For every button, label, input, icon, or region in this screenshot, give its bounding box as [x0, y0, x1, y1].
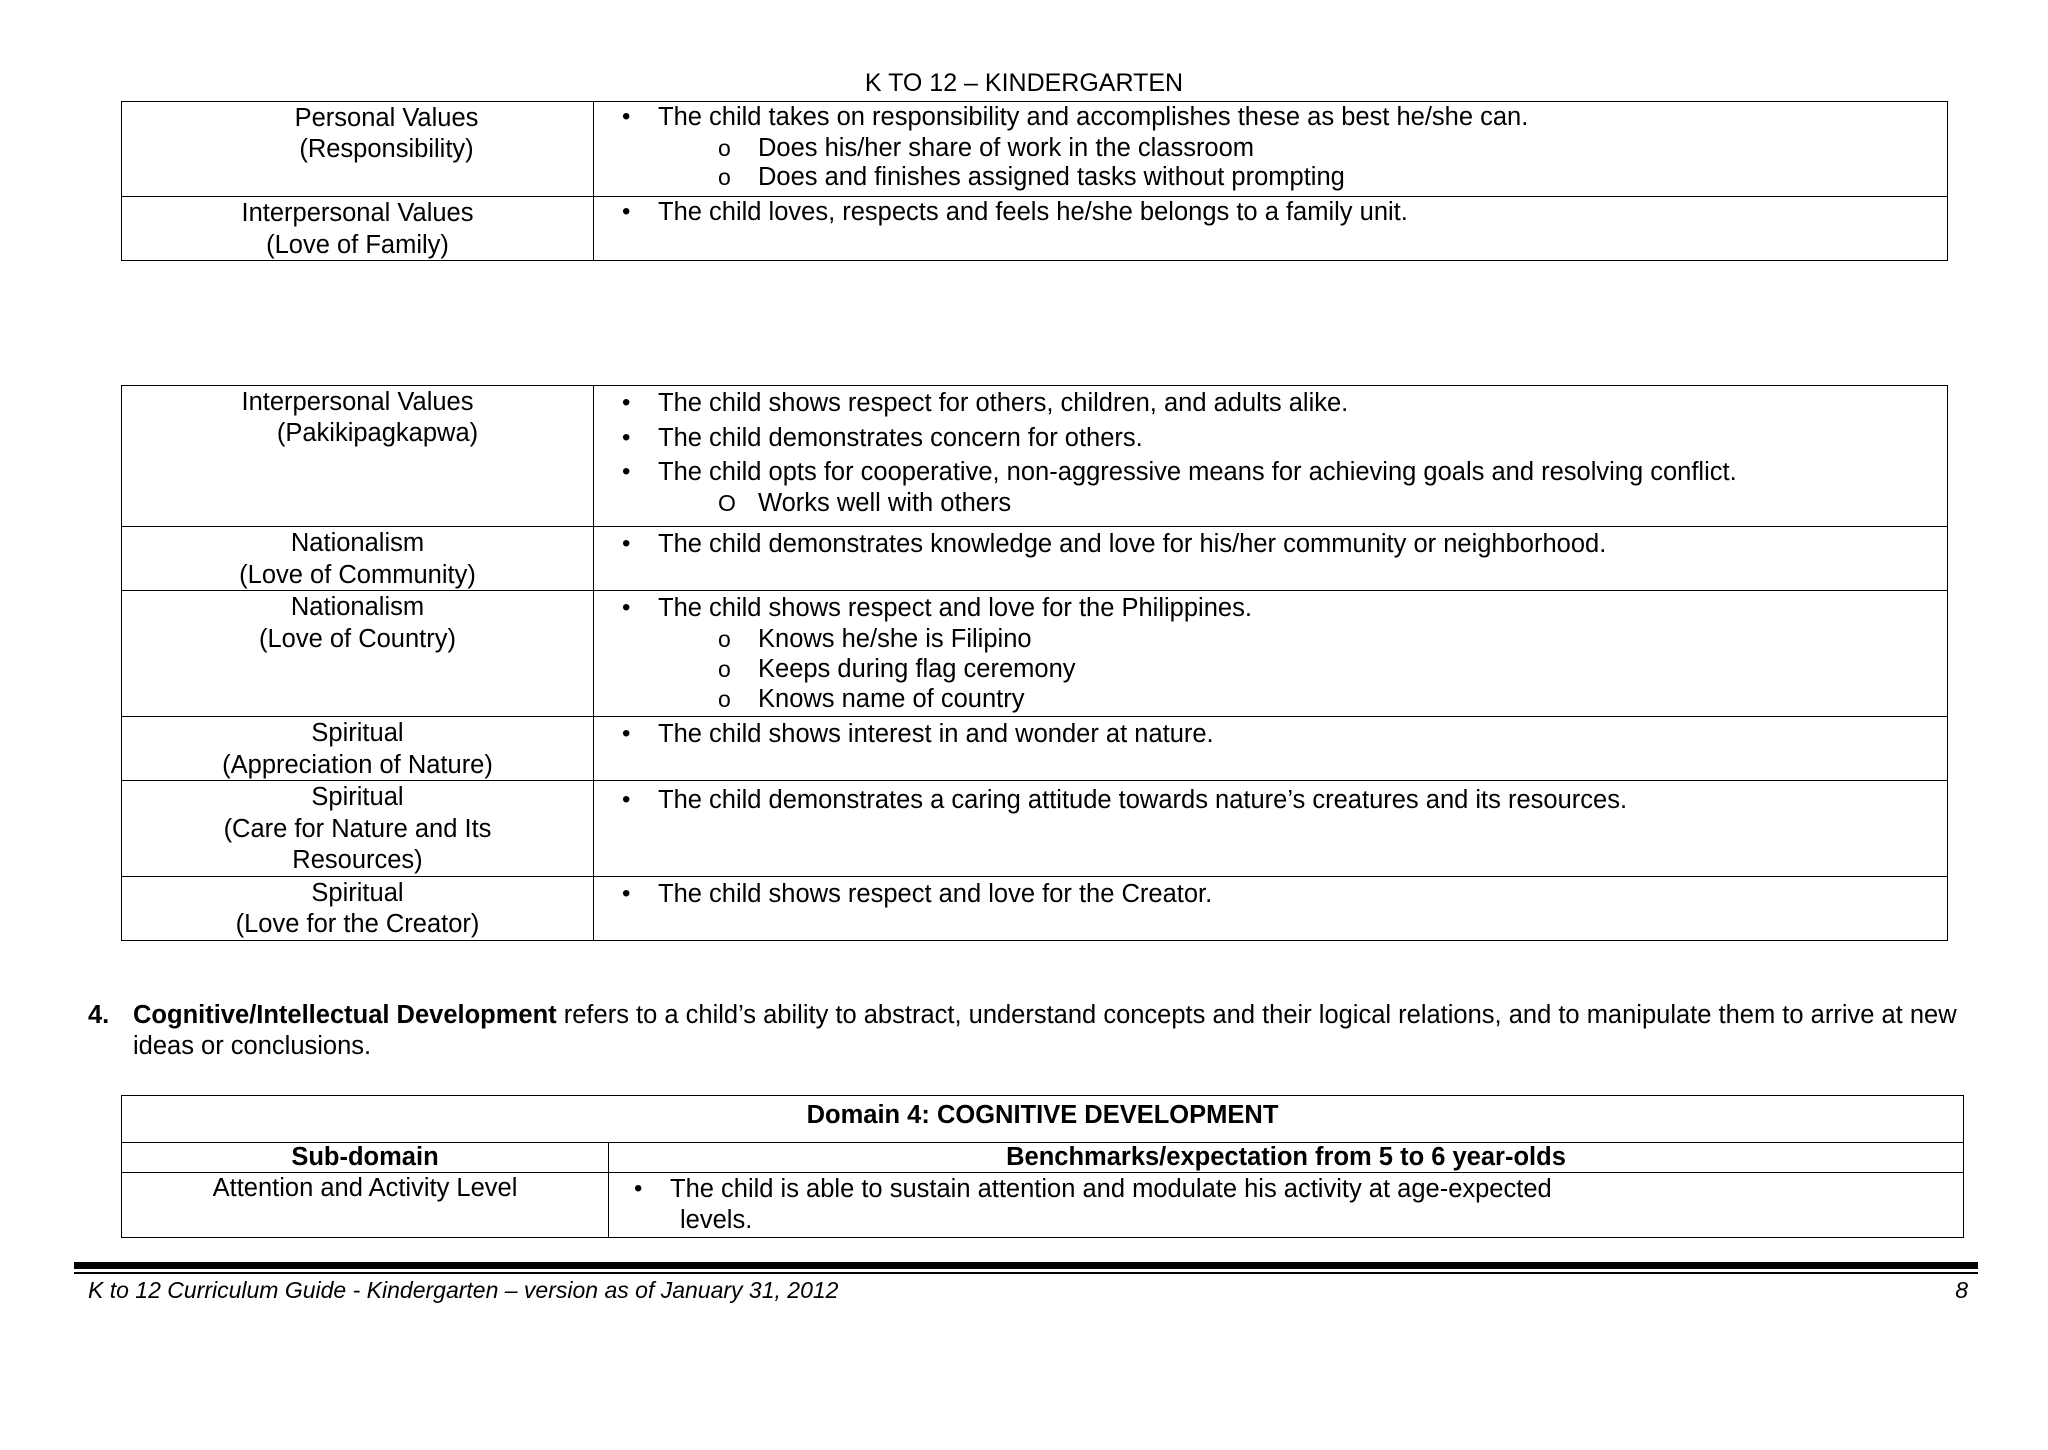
- label-line: Interpersonal Values: [241, 199, 474, 227]
- list-item: • The child demonstrates knowledge and love for his/her community or neighborhood.: [622, 529, 1947, 560]
- label-line: (Responsibility): [299, 134, 474, 163]
- label-line: Spiritual: [311, 783, 404, 811]
- cognitive-development-table: [121, 1095, 1964, 1238]
- subdomain-label: [122, 781, 594, 877]
- label-line: (Love of Country): [258, 624, 456, 653]
- benchmark-cell: [594, 717, 1948, 781]
- list-item: • The child loves, respects and feels he/she belongs to a family unit.: [622, 197, 1947, 228]
- footer-document-title: K to 12 Curriculum Guide - Kindergarten – version as of January 31, 2012: [88, 1277, 839, 1303]
- subdomain-label: [122, 386, 594, 527]
- table-row: [122, 527, 1948, 591]
- bullet-text-continued: levels.: [680, 1205, 753, 1234]
- table-row: [122, 197, 1948, 261]
- list-item: • The child shows respect for others, children, and adults alike.: [622, 388, 1947, 419]
- benchmark-cell: [594, 876, 1948, 940]
- sub-list-item: o Keeps during flag ceremony: [718, 654, 1947, 685]
- label-line: Spiritual: [311, 719, 404, 747]
- label-line: (Appreciation of Nature): [222, 750, 493, 779]
- values-table-2: [121, 385, 1948, 941]
- subdomain-label: [122, 591, 594, 717]
- benchmark-cell: [594, 591, 1948, 717]
- section-number: 4.: [88, 1001, 110, 1029]
- list-item: • The child demonstrates concern for others.: [622, 423, 1947, 454]
- label-line: Resources): [292, 846, 423, 874]
- column-header-benchmarks: Benchmarks/expectation from 5 to 6 year-olds: [609, 1143, 1964, 1173]
- list-item: [634, 1174, 1963, 1235]
- benchmark-cell: [594, 102, 1948, 197]
- subdomain-label: [122, 102, 594, 197]
- subdomain-label: [122, 527, 594, 591]
- values-table-1: [121, 101, 1948, 261]
- section-4-paragraph: [88, 1000, 1968, 1062]
- sub-list-item: o Knows he/she is Filipino: [718, 624, 1947, 655]
- domain-title: Domain 4: COGNITIVE DEVELOPMENT: [122, 1096, 1964, 1143]
- label-line: Interpersonal Values: [241, 388, 474, 416]
- page-footer: [88, 1273, 1968, 1307]
- benchmark-cell: [594, 386, 1948, 527]
- subdomain-label: [122, 197, 594, 261]
- label-line: (Care for Nature and Its: [223, 814, 492, 843]
- table-row: [122, 1173, 1964, 1238]
- label-line: (Pakikipagkapwa): [276, 418, 479, 447]
- bullet-text: The child opts for cooperative, non-aggressive means for achieving goals and resolving conflict.: [658, 458, 1737, 486]
- list-item: [622, 457, 1947, 518]
- list-item: [622, 102, 1947, 192]
- table-row: [122, 591, 1948, 717]
- page-number: 8: [1955, 1277, 1968, 1303]
- footer-rule: [74, 1262, 1978, 1269]
- benchmark-cell: [594, 527, 1948, 591]
- page-header-title: K TO 12 – KINDERGARTEN: [864, 69, 1184, 97]
- table-row: [122, 717, 1948, 781]
- subdomain-label: Attention and Activity Level: [122, 1173, 609, 1238]
- bullet-text: The child takes on responsibility and accomplishes these as best he/she can.: [658, 103, 1529, 131]
- sub-list-item: o Does and finishes assigned tasks without prompting: [718, 163, 1947, 192]
- benchmark-cell: [594, 197, 1948, 261]
- list-item: [622, 593, 1947, 713]
- benchmark-cell: [594, 781, 1948, 877]
- table-row: [122, 386, 1948, 527]
- sub-list-item: o Knows name of country: [718, 685, 1947, 713]
- bullet-text: The child shows respect and love for the Philippines.: [658, 594, 1252, 622]
- section-term: Cognitive/Intellectual Development: [133, 1001, 557, 1029]
- table-row: [122, 781, 1948, 877]
- label-line: Spiritual: [311, 878, 404, 907]
- sub-list-item: O Works well with others: [718, 488, 1947, 519]
- table-row: [122, 102, 1948, 197]
- label-line: Nationalism: [290, 529, 425, 557]
- label-line: Personal Values: [294, 104, 479, 132]
- sub-list-item: o Does his/her share of work in the classroom: [718, 133, 1947, 164]
- table-header-row: [122, 1096, 1964, 1143]
- subdomain-label: [122, 876, 594, 940]
- section-description: refers to a child’s ability to abstract, understand concepts and their logical relations, and to manipulate them to arrive at new ideas or conclusions.: [133, 1001, 1957, 1060]
- column-header-subdomain: Sub-domain: [122, 1143, 609, 1173]
- label-line: (Love of Community): [239, 560, 476, 589]
- list-item: • The child shows respect and love for the Creator.: [622, 879, 1947, 910]
- table-row: [122, 876, 1948, 940]
- label-line: (Love of Family): [266, 230, 449, 259]
- subdomain-label: [122, 717, 594, 781]
- list-item: • The child demonstrates a caring attitude towards nature’s creatures and its resources.: [622, 785, 1947, 816]
- bullet-text: • The child is able to sustain attention and modulate his activity at age-expected: [670, 1175, 1552, 1203]
- column-header-row: [122, 1143, 1964, 1173]
- benchmark-cell: [609, 1173, 1964, 1238]
- label-line: (Love for the Creator): [235, 910, 480, 938]
- label-line: Nationalism: [290, 593, 425, 621]
- list-item: • The child shows interest in and wonder at nature.: [622, 719, 1947, 750]
